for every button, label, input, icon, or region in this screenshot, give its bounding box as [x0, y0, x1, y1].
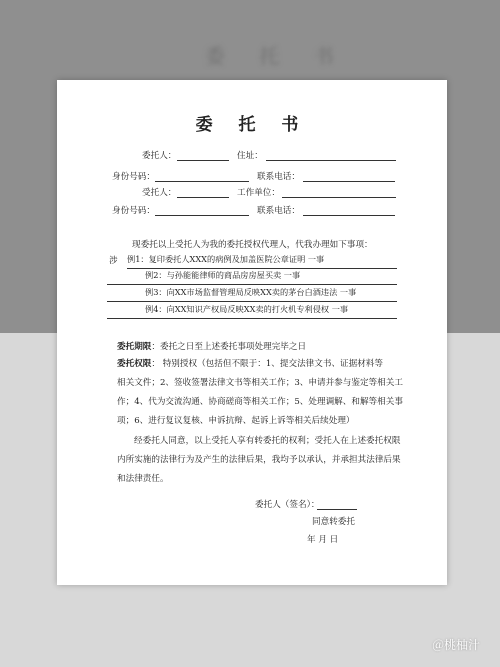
- authority-line: 相关文件；2、签收签署法律文书等相关工作；3、申请并参与鉴定等相关工: [117, 378, 403, 388]
- example-item-2[interactable]: [107, 269, 397, 285]
- agent-label: 受托人：: [142, 188, 177, 198]
- example-item-1[interactable]: [127, 253, 397, 269]
- period-text: ：委托之日至上述委托事项处理完毕之日: [151, 342, 307, 352]
- principal-id-field[interactable]: [155, 172, 249, 182]
- signature-field[interactable]: [317, 500, 357, 510]
- example-item-3[interactable]: [107, 286, 397, 302]
- intro-text: 现委托以上受托人为我的委托授权代理人，代我办理如下事项：: [132, 240, 373, 250]
- address-label: 住址：: [237, 151, 263, 161]
- example-text: 例4：向XX知识产权局反映XX卖的打火机专利侵权 一事: [145, 304, 349, 314]
- signature-label: 委托人（签名）：: [255, 500, 320, 510]
- document-paper: [57, 80, 447, 585]
- authority-section: [117, 355, 403, 431]
- address-field[interactable]: [266, 151, 396, 161]
- authority-line: 项；6、进行复议复核、申诉抗辩、起诉上诉等相关后续处理）: [117, 416, 355, 426]
- authority-line: 作；4、代为交流沟通、协商磋商等相关工作；5、处理调解、和解等相关事: [117, 397, 403, 407]
- period-label: 委托期限: [117, 342, 152, 352]
- consent-transfer: 同意转委托: [312, 517, 355, 527]
- example-text: 例1：复印委托人XXX的病例及加盖医院公章证明 一事: [127, 254, 325, 264]
- agent-phone-field[interactable]: [303, 206, 395, 216]
- consent-line: 内所实施的法律行为及产生的法律后果，我均予以承认，并承担其法律后果: [117, 455, 401, 465]
- example-item-4[interactable]: [107, 303, 397, 319]
- example-text: 例2：与孙能能律师的商品房房屋买卖 一事: [145, 270, 301, 280]
- consent-line: 和法律责任。: [117, 474, 169, 484]
- authority-line: ： 特别授权（包括但不限于：1、提交法律文书、证据材料等: [151, 359, 384, 369]
- principal-field[interactable]: [177, 151, 229, 161]
- date-line: 年 月 日: [307, 535, 339, 545]
- consent-section: [117, 432, 401, 489]
- document-title: 委 托 书: [195, 115, 309, 135]
- examples-prefix: 涉: [109, 256, 118, 266]
- example-text: 例3：向XX市场监督管理局反映XX卖的茅台白酒违法 一事: [145, 287, 357, 297]
- authority-label: 委托权限: [117, 359, 152, 369]
- agent-field[interactable]: [177, 188, 229, 198]
- principal-phone-label: 联系电话：: [257, 172, 300, 182]
- work-unit-label: 工作单位：: [237, 188, 280, 198]
- principal-id-label: 身份号码：: [112, 172, 155, 182]
- principal-label: 委托人：: [142, 151, 177, 161]
- work-unit-field[interactable]: [282, 188, 396, 198]
- agent-id-field[interactable]: [155, 206, 249, 216]
- agent-phone-label: 联系电话：: [257, 206, 300, 216]
- watermark: ＠桃柚汁: [431, 638, 480, 652]
- agent-id-label: 身份号码：: [112, 206, 155, 216]
- principal-phone-field[interactable]: [303, 172, 395, 182]
- consent-line: 经委托人同意，以上受托人享有转委托的权利；受托人在上述委托权限: [134, 436, 401, 446]
- background-blurred-title: 委 托 书: [205, 44, 348, 68]
